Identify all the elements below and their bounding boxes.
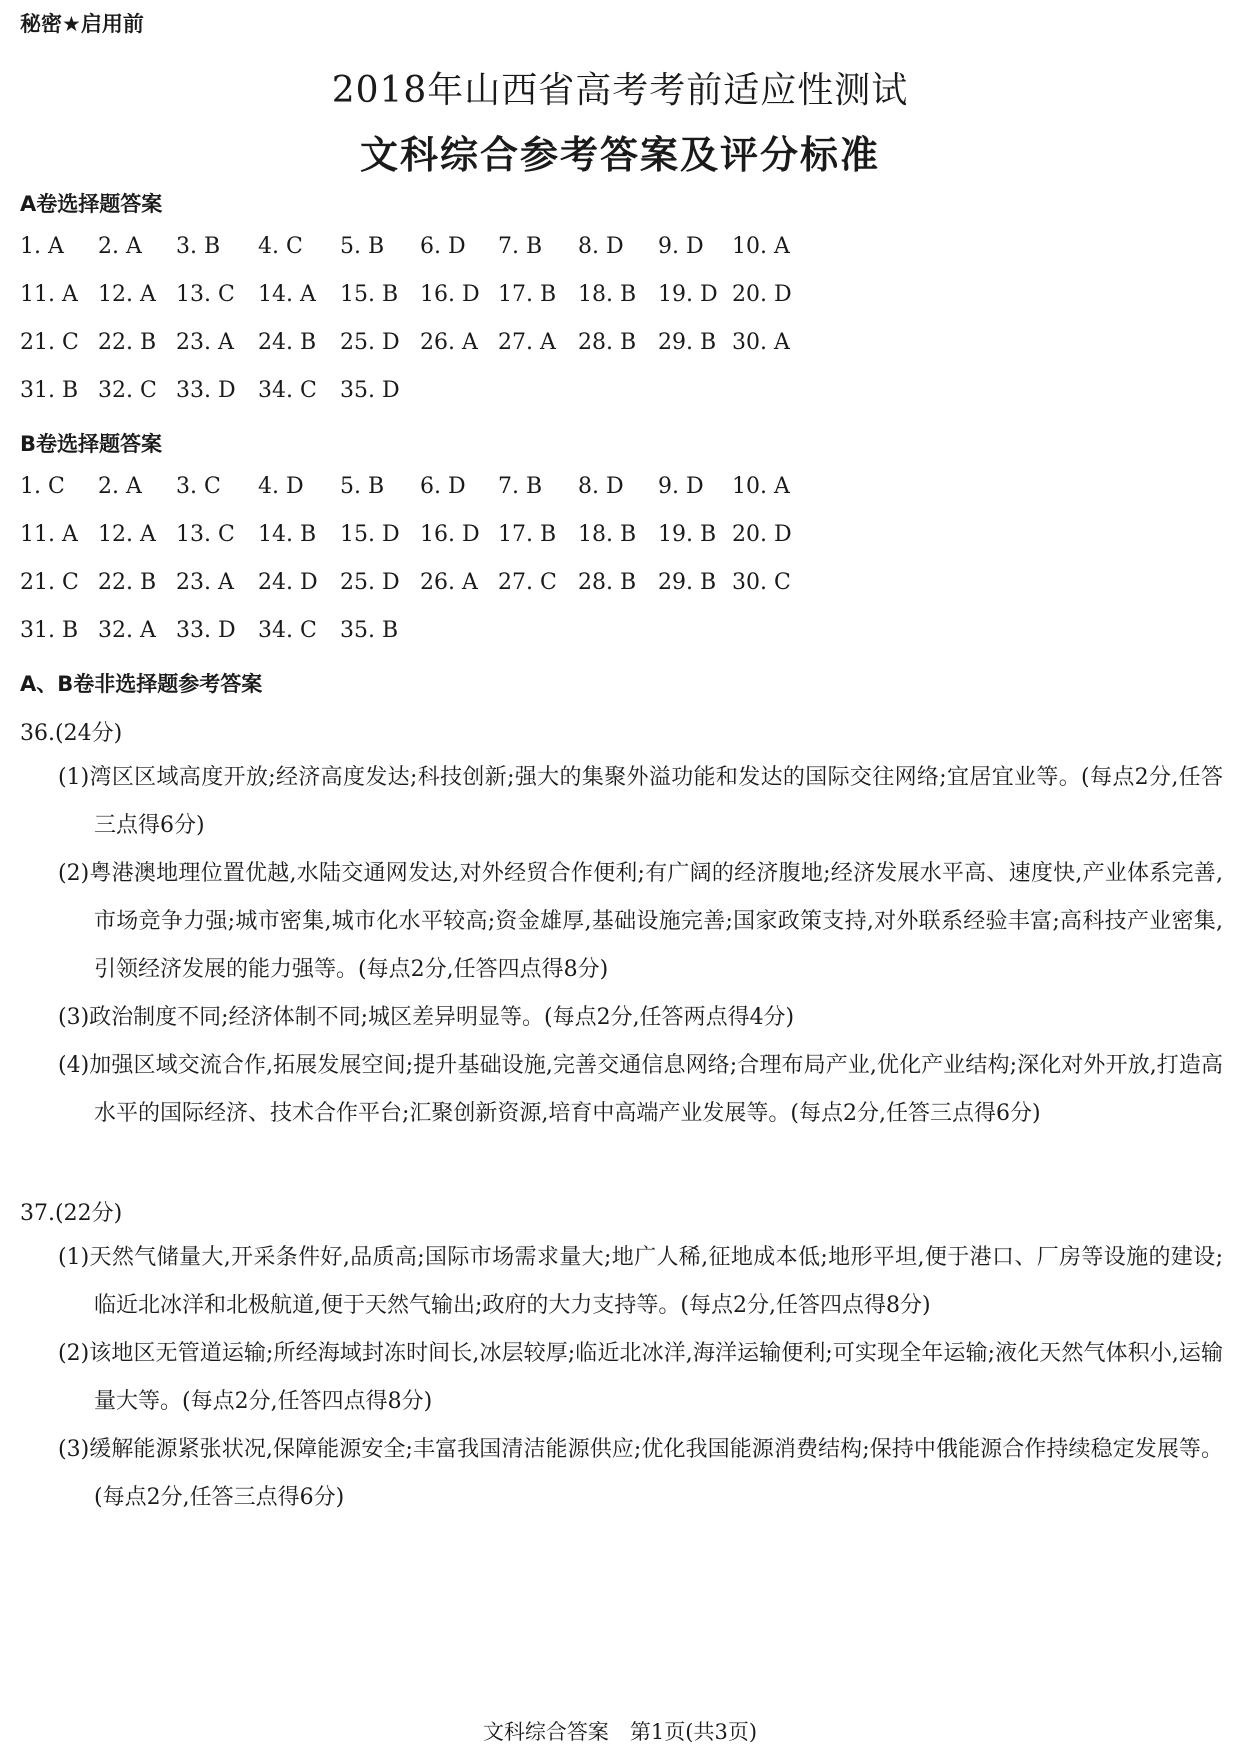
answer-item: 15. D bbox=[340, 522, 400, 547]
answer-item: 13. C bbox=[176, 282, 235, 307]
answer-row bbox=[0, 522, 1240, 552]
answer-item: 25. D bbox=[340, 570, 400, 595]
question-36-head: 36.(24分) bbox=[20, 721, 123, 746]
answer-item: 18. B bbox=[578, 522, 637, 547]
question-36-part-4: (4)加强区域交流合作,拓展发展空间;提升基础设施,完善交通信息网络;合理布局产业,优化产业结构;深化对外开放,打造高水平的国际经济、技术合作平台;汇聚创新资源,培育中高端产业发展等。(每点2分,任答三点得6分) bbox=[58, 1053, 1223, 1126]
answer-item: 26. A bbox=[420, 330, 478, 355]
answer-item: 35. B bbox=[340, 618, 399, 643]
section-c-heading: A、B卷非选择题参考答案 bbox=[20, 672, 263, 696]
answer-item: 22. B bbox=[98, 330, 157, 355]
answer-item: 30. A bbox=[732, 330, 790, 355]
answer-item: 16. D bbox=[420, 522, 480, 547]
answer-item: 10. A bbox=[732, 474, 790, 499]
answer-item: 20. D bbox=[732, 522, 792, 547]
answer-item: 33. D bbox=[176, 378, 236, 403]
answer-item: 6. D bbox=[420, 474, 466, 499]
document-subtitle: 文科综合参考答案及评分标准 bbox=[359, 133, 880, 177]
answer-row bbox=[0, 570, 1240, 600]
answer-item: 30. C bbox=[732, 570, 791, 595]
answer-item: 32. C bbox=[98, 378, 157, 403]
answer-item: 28. B bbox=[578, 330, 637, 355]
answer-item: 35. D bbox=[340, 378, 400, 403]
answer-row bbox=[0, 618, 1240, 648]
answer-item: 27. A bbox=[498, 330, 556, 355]
question-37-head: 37.(22分) bbox=[20, 1201, 123, 1226]
answer-row bbox=[0, 330, 1240, 360]
answer-item: 11. A bbox=[20, 522, 78, 547]
answer-item: 17. B bbox=[498, 282, 557, 307]
answer-item: 4. C bbox=[258, 234, 303, 259]
answer-item: 24. D bbox=[258, 570, 318, 595]
question-36-part-1: (1)湾区区域高度开放;经济高度发达;科技创新;强大的集聚外溢功能和发达的国际交往网络;宜居宜业等。(每点2分,任答三点得6分) bbox=[58, 765, 1223, 838]
answer-row bbox=[0, 378, 1240, 408]
answer-item: 5. B bbox=[340, 474, 385, 499]
answer-item: 26. A bbox=[420, 570, 478, 595]
answer-item: 12. A bbox=[98, 522, 156, 547]
answer-item: 29. B bbox=[658, 330, 717, 355]
answer-item: 4. D bbox=[258, 474, 304, 499]
answer-item: 2. A bbox=[98, 474, 142, 499]
answer-item: 7. B bbox=[498, 234, 543, 259]
answer-item: 9. D bbox=[658, 234, 704, 259]
answer-item: 31. B bbox=[20, 618, 79, 643]
question-36-part-2: (2)粤港澳地理位置优越,水陆交通网发达,对外经贸合作便利;有广阔的经济腹地;经济发展水平高、速度快,产业体系完善,市场竞争力强;城市密集,城市化水平较高;资金雄厚,基础设施完善;国家政策支持,对外联系经验丰富;高科技产业密集,引领经济发展的能力强等。(每点2分,任答四点得8分) bbox=[58, 861, 1223, 982]
answer-item: 23. A bbox=[176, 330, 234, 355]
answer-item: 34. C bbox=[258, 618, 317, 643]
answer-item: 3. B bbox=[176, 234, 221, 259]
answer-item: 21. C bbox=[20, 570, 79, 595]
question-36-part-3: (3)政治制度不同;经济体制不同;城区差异明显等。(每点2分,任答两点得4分) bbox=[58, 1005, 795, 1030]
section-b-heading: B卷选择题答案 bbox=[20, 432, 163, 456]
answer-item: 22. B bbox=[98, 570, 157, 595]
answer-item: 17. B bbox=[498, 522, 557, 547]
section-a-heading: A卷选择题答案 bbox=[20, 192, 163, 216]
answer-item: 27. C bbox=[498, 570, 557, 595]
secret-label: 秘密★启用前 bbox=[20, 12, 144, 36]
document-title: 2018年山西省高考考前适应性测试 bbox=[331, 70, 909, 111]
answer-item: 8. D bbox=[578, 474, 624, 499]
answer-item: 12. A bbox=[98, 282, 156, 307]
answer-item: 29. B bbox=[658, 570, 717, 595]
answer-item: 3. C bbox=[176, 474, 221, 499]
answer-row bbox=[0, 234, 1240, 264]
answer-item: 34. C bbox=[258, 378, 317, 403]
answer-item: 11. A bbox=[20, 282, 78, 307]
answer-item: 19. D bbox=[658, 282, 718, 307]
answer-item: 32. A bbox=[98, 618, 156, 643]
answer-item: 18. B bbox=[578, 282, 637, 307]
answer-item: 20. D bbox=[732, 282, 792, 307]
answer-item: 25. D bbox=[340, 330, 400, 355]
answer-item: 5. B bbox=[340, 234, 385, 259]
question-37-part-2: (2)该地区无管道运输;所经海域封冻时间长,冰层较厚;临近北冰洋,海洋运输便利;可实现全年运输;液化天然气体积小,运输量大等。(每点2分,任答四点得8分) bbox=[58, 1341, 1223, 1414]
answer-item: 23. A bbox=[176, 570, 234, 595]
answer-item: 13. C bbox=[176, 522, 235, 547]
answer-item: 19. B bbox=[658, 522, 717, 547]
answer-item: 1. C bbox=[20, 474, 65, 499]
answer-item: 14. A bbox=[258, 282, 316, 307]
answer-item: 28. B bbox=[578, 570, 637, 595]
answer-row bbox=[0, 474, 1240, 504]
answer-item: 1. A bbox=[20, 234, 64, 259]
page-footer: 文科综合答案 第1页(共3页) bbox=[482, 1720, 758, 1744]
answer-item: 2. A bbox=[98, 234, 142, 259]
answer-item: 31. B bbox=[20, 378, 79, 403]
question-37-part-3: (3)缓解能源紧张状况,保障能源安全;丰富我国清洁能源供应;优化我国能源消费结构;保持中俄能源合作持续稳定发展等。(每点2分,任答三点得6分) bbox=[58, 1437, 1223, 1510]
answer-item: 10. A bbox=[732, 234, 790, 259]
answer-item: 8. D bbox=[578, 234, 624, 259]
answer-item: 14. B bbox=[258, 522, 317, 547]
answer-item: 16. D bbox=[420, 282, 480, 307]
answer-item: 24. B bbox=[258, 330, 317, 355]
answer-item: 15. B bbox=[340, 282, 399, 307]
answer-item: 9. D bbox=[658, 474, 704, 499]
answer-item: 6. D bbox=[420, 234, 466, 259]
question-37-part-1: (1)天然气储量大,开采条件好,品质高;国际市场需求量大;地广人稀,征地成本低;地形平坦,便于港口、厂房等设施的建设;临近北冰洋和北极航道,便于天然气输出;政府的大力支持等。(每点2分,任答四点得8分) bbox=[58, 1245, 1223, 1318]
answer-item: 33. D bbox=[176, 618, 236, 643]
answer-row bbox=[0, 282, 1240, 312]
answer-item: 7. B bbox=[498, 474, 543, 499]
answer-item: 21. C bbox=[20, 330, 79, 355]
